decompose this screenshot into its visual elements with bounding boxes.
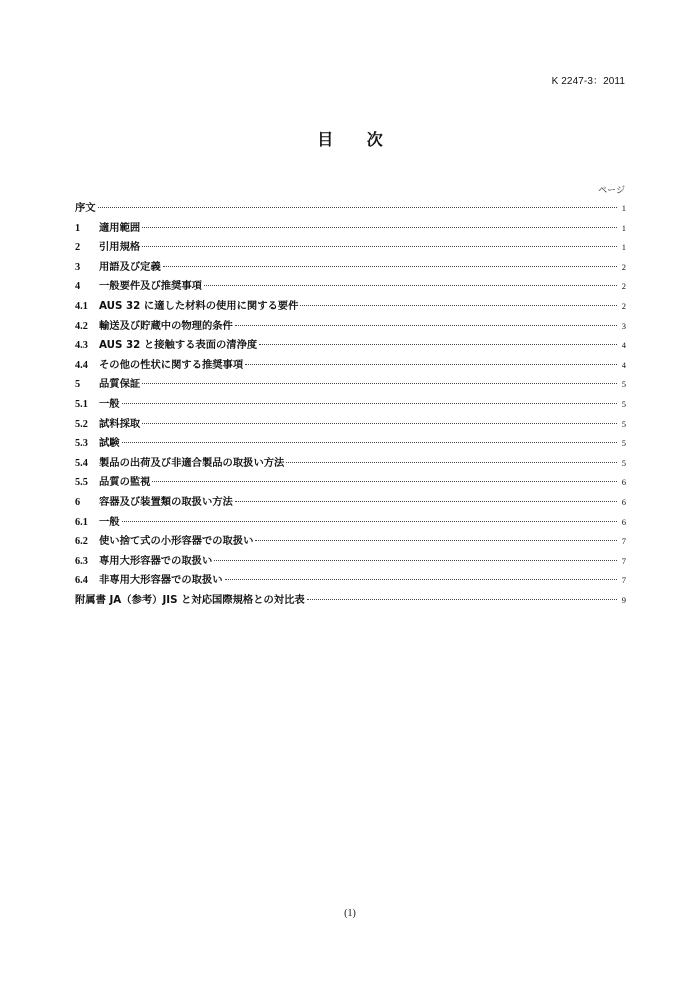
toc-entry-page: 5	[621, 398, 626, 409]
toc-entry-page: 1	[621, 242, 626, 253]
toc-entry[interactable]	[75, 552, 626, 572]
toc-entry-title: AUS 32 に適した材料の使用に関する要件	[99, 299, 299, 312]
toc-dot-leader	[245, 364, 617, 365]
toc-entry[interactable]	[75, 473, 626, 493]
toc-entry[interactable]	[75, 415, 626, 435]
toc-entry-title: 一般要件及び推奨事項	[99, 280, 202, 293]
table-of-contents	[75, 199, 626, 610]
toc-dot-leader	[163, 266, 617, 267]
toc-entry[interactable]	[75, 277, 626, 297]
toc-entry-title: 試料採取	[99, 417, 141, 430]
toc-entry-title: 一般	[99, 515, 120, 528]
toc-dot-leader	[152, 481, 617, 482]
toc-entry-title: 品質の監視	[99, 476, 151, 489]
toc-entry-title: 非専用大形容器での取扱い	[99, 574, 223, 587]
toc-entry-number: 5.1	[75, 398, 88, 410]
toc-entry-title: 引用規格	[99, 241, 141, 254]
toc-entry-title: 用語及び定義	[99, 260, 161, 273]
toc-entry-number: 4.4	[75, 359, 88, 371]
toc-dot-leader	[286, 462, 617, 463]
toc-entry-page: 5	[621, 457, 626, 468]
toc-entry-page: 4	[621, 359, 626, 370]
toc-entry[interactable]	[75, 493, 626, 513]
toc-entry[interactable]	[75, 532, 626, 552]
toc-entry-title: 序文	[75, 202, 96, 214]
toc-entry-number: 6.3	[75, 555, 88, 567]
toc-entry-number: 5	[75, 379, 81, 391]
toc-dot-leader	[300, 305, 617, 306]
toc-entry[interactable]	[75, 199, 626, 219]
toc-entry[interactable]	[75, 454, 626, 474]
page-column-label: ページ	[598, 186, 625, 196]
toc-entry[interactable]	[75, 375, 626, 395]
toc-entry[interactable]	[75, 356, 626, 376]
toc-entry-number: 6.1	[75, 516, 88, 528]
toc-entry-title: 一般	[99, 397, 120, 410]
toc-entry-page: 7	[621, 575, 626, 586]
toc-dot-leader	[225, 579, 617, 580]
toc-entry-page: 5	[621, 379, 626, 390]
toc-entry-number: 3	[75, 261, 81, 273]
toc-entry[interactable]	[75, 434, 626, 454]
toc-entry-number: 5.5	[75, 477, 88, 489]
toc-entry-page: 2	[621, 281, 626, 292]
toc-dot-leader	[235, 501, 617, 502]
toc-entry[interactable]	[75, 219, 626, 239]
toc-dot-leader	[122, 403, 617, 404]
toc-entry-title: その他の性状に関する推奨事項	[99, 358, 244, 371]
page-title: 目 次	[317, 130, 397, 149]
toc-entry[interactable]	[75, 591, 626, 611]
toc-entry-number: 6.4	[75, 575, 88, 587]
toc-entry[interactable]	[75, 317, 626, 337]
toc-entry-page: 5	[621, 418, 626, 429]
toc-entry[interactable]	[75, 238, 626, 258]
toc-entry-page: 4	[621, 340, 626, 351]
toc-entry-number: 2	[75, 242, 81, 254]
toc-entry-page: 9	[621, 594, 626, 605]
toc-entry[interactable]	[75, 336, 626, 356]
toc-entry-title: 専用大形容器での取扱い	[99, 554, 213, 567]
toc-entry-number: 4.3	[75, 340, 88, 352]
toc-entry[interactable]	[75, 258, 626, 278]
toc-entry-page: 5	[621, 438, 626, 449]
toc-entry-page: 2	[621, 300, 626, 311]
toc-entry-page: 1	[621, 203, 626, 213]
toc-entry-page: 6	[621, 477, 626, 488]
toc-entry-number: 5.2	[75, 418, 88, 430]
toc-entry-title: 容器及び装置類の取扱い方法	[99, 495, 233, 508]
toc-dot-leader	[98, 207, 617, 208]
toc-entry-number: 4.1	[75, 300, 88, 312]
toc-entry-number: 4	[75, 281, 81, 293]
toc-entry-number: 4.2	[75, 320, 88, 332]
toc-entry[interactable]	[75, 297, 626, 317]
toc-dot-leader	[122, 442, 617, 443]
toc-entry-title: 附属書 JA（参考）JIS と対応国際規格との対比表	[75, 593, 305, 606]
toc-entry[interactable]	[75, 395, 626, 415]
page-footer-number: (1)	[344, 908, 356, 919]
toc-entry-page: 1	[621, 222, 626, 233]
toc-entry-number: 6.2	[75, 536, 88, 548]
toc-dot-leader	[204, 285, 617, 286]
toc-entry-title: 輸送及び貯蔵中の物理的条件	[99, 319, 233, 332]
toc-entry[interactable]	[75, 571, 626, 591]
toc-dot-leader	[142, 227, 617, 228]
toc-dot-leader	[255, 540, 617, 541]
toc-dot-leader	[235, 325, 617, 326]
toc-entry-title: 製品の出荷及び非適合製品の取扱い方法	[99, 456, 285, 469]
toc-entry-page: 3	[621, 320, 626, 331]
toc-dot-leader	[142, 246, 617, 247]
toc-entry-page: 6	[621, 496, 626, 507]
toc-entry-page: 6	[621, 516, 626, 527]
toc-entry-number: 5.3	[75, 438, 88, 450]
toc-entry-page: 7	[621, 555, 626, 566]
toc-entry-number: 1	[75, 222, 81, 234]
toc-entry-title: 品質保証	[99, 378, 141, 391]
toc-entry-page: 7	[621, 536, 626, 547]
toc-dot-leader	[142, 423, 617, 424]
toc-entry[interactable]	[75, 513, 626, 533]
toc-dot-leader	[122, 521, 617, 522]
toc-entry-page: 2	[621, 261, 626, 272]
toc-dot-leader	[307, 599, 617, 600]
toc-entry-number: 5.4	[75, 457, 88, 469]
toc-dot-leader	[259, 344, 617, 345]
toc-dot-leader	[214, 560, 617, 561]
toc-entry-title: AUS 32 と接触する表面の清浄度	[99, 339, 258, 352]
document-id: K 2247-3：2011	[551, 76, 625, 87]
toc-entry-title: 使い捨て式の小形容器での取扱い	[99, 535, 254, 548]
toc-dot-leader	[142, 383, 617, 384]
toc-entry-title: 適用範囲	[99, 221, 141, 234]
toc-entry-number: 6	[75, 496, 81, 508]
toc-entry-title: 試験	[99, 437, 120, 450]
